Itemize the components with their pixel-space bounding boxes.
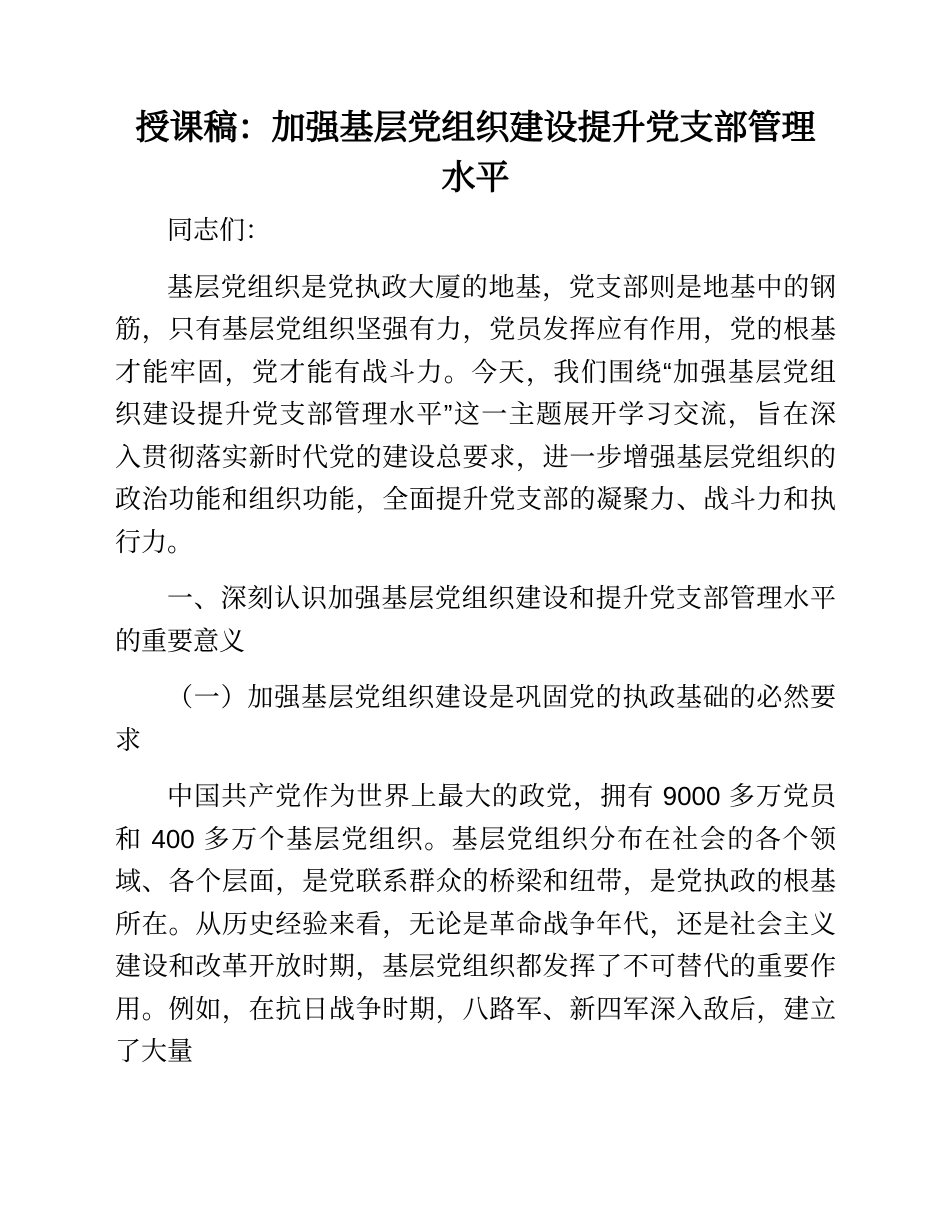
text-line: 域、各个层面，是党联系群众的桥梁和纽带，是党执政的根基 — [115, 866, 836, 896]
text-line: 中国共产党作为世界上最大的政党，拥有 9000 多万党员 — [167, 781, 836, 811]
paragraph-intro — [115, 266, 836, 564]
document-title — [115, 103, 836, 203]
document-body — [115, 209, 836, 1073]
text-line: 政治功能和组织功能，全面提升党支部的凝聚力、战斗力和执 — [115, 484, 836, 514]
text-line: 所在。从历史经验来看，无论是革命战争年代，还是社会主义 — [115, 908, 836, 939]
text-line: 行力。 — [115, 526, 194, 557]
text-line: 和 400 多万个基层党组织。基层党组织分布在社会的各个领 — [115, 823, 836, 854]
text-line: 筋，只有基层党组织坚强有力，党员发挥应有作用，党的根基 — [115, 314, 836, 344]
text-line: 入贯彻落实新时代党的建设总要求，进一步增强基层党组织的 — [115, 441, 836, 472]
text-line: 一、深刻认识加强基层党组织建设和提升党支部管理水平 — [167, 583, 836, 613]
text-line: 了大量 — [115, 1036, 194, 1066]
text-line: 的重要意义 — [115, 625, 246, 656]
paragraph-body — [115, 775, 836, 1073]
text-line: 用。例如，在抗日战争时期，八路军、新四军深入敌后，建立 — [115, 993, 836, 1024]
text-line: 建设和改革开放时期，基层党组织都发挥了不可替代的重要作 — [115, 951, 836, 981]
document-title-line: 授课稿：加强基层党组织建设提升党支部管理 — [135, 109, 816, 147]
text-line: 才能牢固，党才能有战斗力。今天，我们围绕“加强基层党组 — [115, 356, 836, 387]
text-line: （一）加强基层党组织建设是巩固党的执政基础的必然要 — [167, 682, 836, 712]
text-line: 同志们： — [167, 215, 272, 245]
text-line: 基层党组织是党执政大厦的地基，党支部则是地基中的钢 — [167, 271, 836, 302]
text-line: 求 — [115, 724, 142, 755]
paragraph-salutation — [115, 209, 836, 252]
heading-level-2 — [115, 676, 836, 761]
heading-level-1 — [115, 577, 836, 662]
text-line: 织建设提升党支部管理水平”这一主题展开学习交流，旨在深 — [115, 399, 836, 429]
document-title-line: 水平 — [441, 159, 510, 197]
